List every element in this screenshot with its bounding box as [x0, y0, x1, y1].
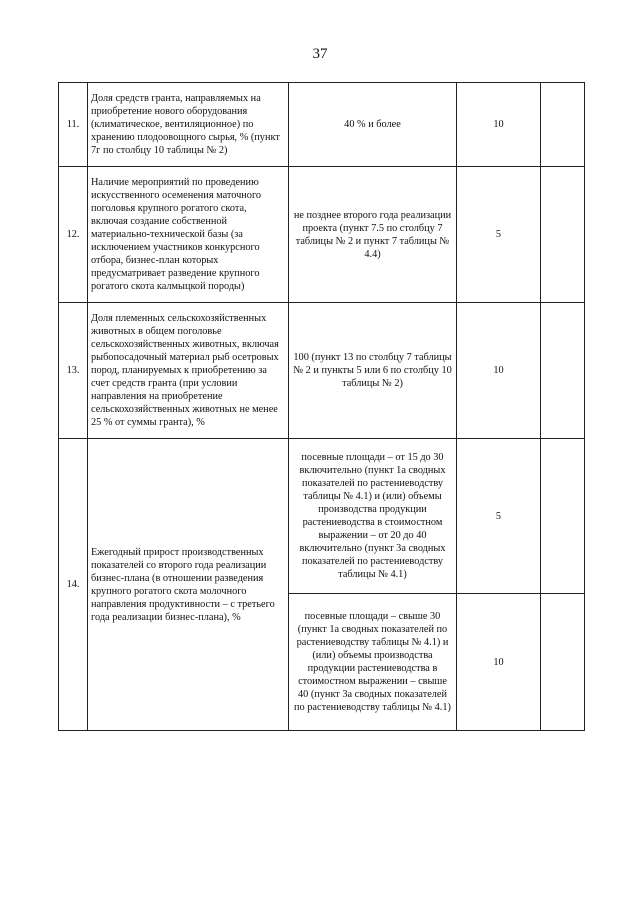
criterion-points: 10	[457, 303, 541, 439]
criterion-description: Доля племенных сельскохозяйственных животных в общем поголовье сельскохозяйственных животных, включая рыбопосадочный материал рыб осетровых пород, планируемых к приобретению за счет средств гранта (при условии направления на приобретение сельскохозяйственных животных не менее 25 % от суммы гранта), %	[88, 303, 289, 439]
criterion-points: 10	[457, 594, 541, 731]
table-row	[59, 83, 585, 167]
row-number: 11.	[59, 83, 88, 167]
empty-cell	[541, 303, 585, 439]
empty-cell	[541, 439, 585, 594]
criterion-value: не позднее второго года реализации проекта (пункт 7.5 по столбцу 7 таблицы № 2 и пункт 7 таблицы № 4.4)	[289, 167, 457, 303]
table-row	[59, 303, 585, 439]
row-number: 13.	[59, 303, 88, 439]
criterion-value: посевные площади – свыше 30 (пункт 1а сводных показателей по растениеводству таблицы № 4.1) и (или) объемы производства продукции растениеводства в стоимостном выражении – свыше 40 (пункт 3а сводных показателей по растениеводству таблицы № 4.1)	[289, 594, 457, 731]
table-row	[59, 439, 585, 594]
row-number: 14.	[59, 439, 88, 731]
criterion-points: 5	[457, 167, 541, 303]
table-row	[59, 167, 585, 303]
criterion-description: Доля средств гранта, направляемых на приобретение нового оборудования (климатическое, вентиляционное) по хранению плодоовощного сырья, % (пункт 7г по столбцу 10 таблицы № 2)	[88, 83, 289, 167]
criterion-points: 5	[457, 439, 541, 594]
page-number: 37	[312, 46, 328, 62]
empty-cell	[541, 167, 585, 303]
criterion-points: 10	[457, 83, 541, 167]
criterion-description: Ежегодный прирост производственных показателей со второго года реализации бизнес-плана (в отношении разведения крупного рогатого скота молочного направления продуктивности – с третьего года реализации бизнес-плана), %	[88, 439, 289, 731]
criteria-table	[58, 82, 585, 731]
empty-cell	[541, 83, 585, 167]
criterion-value: посевные площади – от 15 до 30 включительно (пункт 1а сводных показателей по растениеводству таблицы № 4.1) и (или) объемы производства продукции растениеводства в стоимостном выражении – от 20 до 40 включительно (пункт 3а сводных показателей по растениеводству таблицы № 4.1)	[289, 439, 457, 594]
criterion-description: Наличие мероприятий по проведению искусственного осеменения маточного поголовья крупного рогатого скота, включая создание собственной материально-технической базы (за исключением участников конкурсного отбора, бизнес-план которых предусматривает разведение крупного рогатого скота калмыцкой породы)	[88, 167, 289, 303]
row-number: 12.	[59, 167, 88, 303]
criterion-value: 100 (пункт 13 по столбцу 7 таблицы № 2 и пункты 5 или 6 по столбцу 10 таблицы № 2)	[289, 303, 457, 439]
criterion-value: 40 % и более	[289, 83, 457, 167]
empty-cell	[541, 594, 585, 731]
